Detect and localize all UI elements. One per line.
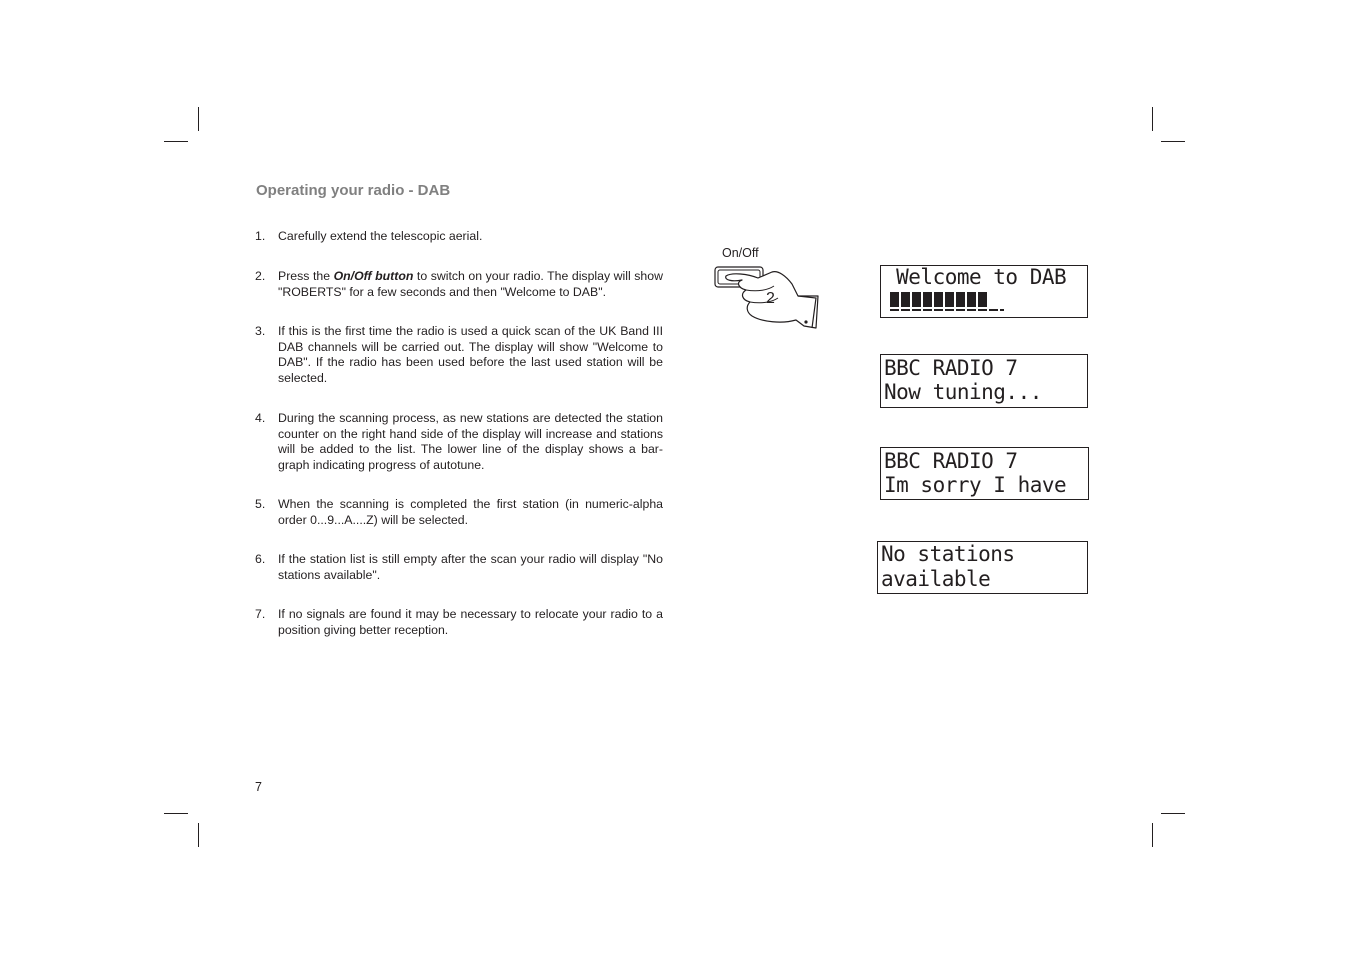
progress-segment xyxy=(978,292,987,307)
step-text: If the station list is still empty after the scan your radio will display "No stations available". xyxy=(278,552,663,582)
crop-mark xyxy=(1152,107,1153,131)
lcd-line-1: BBC RADIO 7 xyxy=(884,356,1018,380)
on-off-button-reference: On/Off button xyxy=(333,269,414,283)
list-item xyxy=(255,269,663,300)
lcd-line-2: available xyxy=(881,567,991,591)
crop-mark xyxy=(1161,813,1185,814)
progress-segment xyxy=(934,292,943,307)
page-title: Operating your radio - DAB xyxy=(256,182,451,199)
on-off-label: On/Off xyxy=(722,246,759,260)
step-text: Carefully extend the telescopic aerial. xyxy=(278,229,483,243)
lcd-line-1: BBC RADIO 7 xyxy=(884,449,1018,473)
progress-segment xyxy=(912,292,921,307)
step-number: 1. xyxy=(255,229,266,243)
step-number: 7. xyxy=(255,607,266,621)
crop-mark xyxy=(198,107,199,131)
list-item xyxy=(255,411,663,473)
step-marker: 2 xyxy=(766,290,775,307)
crop-mark xyxy=(1152,823,1153,847)
step-number: 5. xyxy=(255,497,266,511)
step-number: 6. xyxy=(255,552,266,566)
step-text: If this is the first time the radio is used a quick scan of the UK Band III DAB channels will be carried out. The display will show "Welcome to DAB". If the radio has been used before the last used station will be selected. xyxy=(278,324,663,385)
lcd-display-no-stations xyxy=(877,541,1088,594)
list-item xyxy=(255,497,663,528)
list-item xyxy=(255,607,663,638)
lcd-display-sorry xyxy=(880,447,1089,500)
progress-underline xyxy=(890,309,1004,311)
step-text: When the scanning is completed the first station (in numeric-alpha order 0...9...A....Z) will be selected. xyxy=(278,497,663,527)
hand-pressing-button-icon xyxy=(712,262,826,334)
lcd-display-tuning xyxy=(880,354,1088,408)
progress-segment xyxy=(923,292,932,307)
progress-segment xyxy=(890,292,899,307)
list-item xyxy=(255,324,663,386)
lcd-line-1: No stations xyxy=(881,542,1015,566)
crop-mark xyxy=(198,823,199,847)
lcd-line-2: Im sorry I have xyxy=(884,473,1067,497)
step-number: 3. xyxy=(255,324,266,338)
lcd-line-2: Now tuning... xyxy=(884,380,1042,404)
progress-segment xyxy=(901,292,910,307)
lcd-line-1: Welcome to DAB xyxy=(884,265,1067,289)
step-text: Press the On/Off button to switch on your radio. The display will show "ROBERTS" for a few seconds and then "Welcome to DAB". xyxy=(278,269,663,299)
progress-segment xyxy=(956,292,965,307)
step-text: If no signals are found it may be necessary to relocate your radio to a position giving better reception. xyxy=(278,607,663,637)
step-number: 4. xyxy=(255,411,266,425)
step-text: During the scanning process, as new stations are detected the station counter on the right hand side of the display will increase and stations will be added to the list. The lower line of the display shows a bar-graph indicating progress of autotune. xyxy=(278,411,663,472)
progress-bar-graph xyxy=(890,292,987,307)
crop-mark xyxy=(164,813,188,814)
crop-mark xyxy=(164,141,188,142)
step-number: 2. xyxy=(255,269,266,283)
lcd-display-welcome xyxy=(880,265,1088,318)
crop-mark xyxy=(1161,141,1185,142)
progress-segment xyxy=(967,292,976,307)
page-number: 7 xyxy=(255,780,262,794)
progress-segment xyxy=(945,292,954,307)
list-item xyxy=(255,229,663,245)
list-item xyxy=(255,552,663,583)
